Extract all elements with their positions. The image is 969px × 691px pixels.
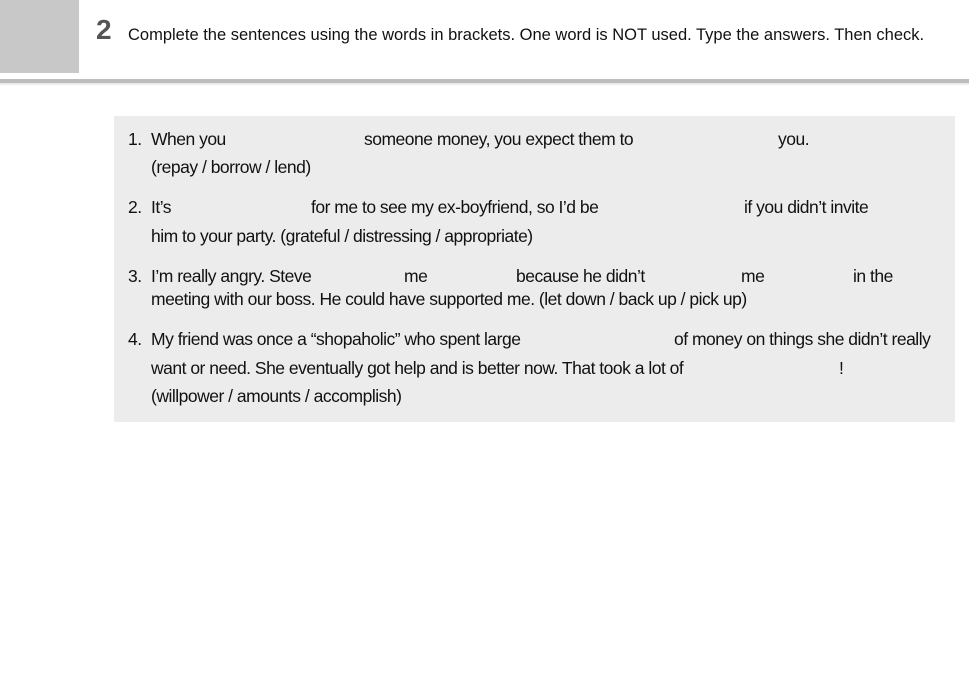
word-hint: (repay / borrow / lend)	[151, 157, 311, 177]
question-text: if you didn’t invite	[744, 197, 869, 217]
question-number: 2.	[128, 197, 142, 217]
task-number: 2	[96, 14, 112, 45]
question-text: !	[839, 358, 844, 378]
answer-gap-1b[interactable]	[645, 127, 773, 149]
answer-gap-3b[interactable]	[430, 264, 510, 286]
task-instructions: Complete the sentences using the words in brackets. One word is NOT used. Type the answers. Then check.	[128, 26, 925, 44]
question-text: want or need. She eventually got help and is better now. That took a lot of	[151, 358, 684, 378]
question-text: My friend was once a “shopaholic” who spent large	[151, 329, 521, 349]
question-number: 1.	[128, 129, 142, 149]
question-text: for me to see my ex-boyfriend, so I’d be	[311, 197, 599, 217]
question-number: 3.	[128, 266, 142, 286]
question-text: of money on things she didn’t really	[674, 329, 931, 349]
question-number: 4.	[128, 329, 142, 349]
question-text: someone money, you expect them to	[364, 129, 634, 149]
header-divider-shadow	[0, 83, 969, 86]
question-text: meeting with our boss. He could have supported me. (let down / back up / pick up)	[151, 289, 747, 309]
header-grey-block	[0, 0, 79, 73]
question-text: me	[404, 266, 428, 286]
question-text: It’s	[151, 197, 172, 217]
answer-gap-4a[interactable]	[541, 327, 669, 349]
question-text: When you	[151, 129, 226, 149]
answer-gap-4b[interactable]	[706, 356, 834, 378]
answer-gap-3a[interactable]	[320, 264, 400, 286]
question-text: me	[741, 266, 765, 286]
exercise-header	[0, 0, 969, 78]
answer-gap-2b[interactable]	[610, 195, 738, 217]
question-text: you.	[778, 129, 810, 149]
answer-gap-3d[interactable]	[768, 264, 848, 286]
answer-gap-3c[interactable]	[652, 264, 734, 286]
question-text: him to your party. (grateful / distressing / appropriate)	[151, 226, 533, 246]
word-hint: (willpower / amounts / accomplish)	[151, 386, 402, 406]
question-text: I’m really angry. Steve	[151, 266, 312, 286]
question-text: because he didn’t	[516, 266, 645, 286]
answer-gap-2a[interactable]	[178, 195, 306, 217]
answer-gap-1a[interactable]	[230, 127, 358, 149]
question-text: in the	[853, 266, 893, 286]
